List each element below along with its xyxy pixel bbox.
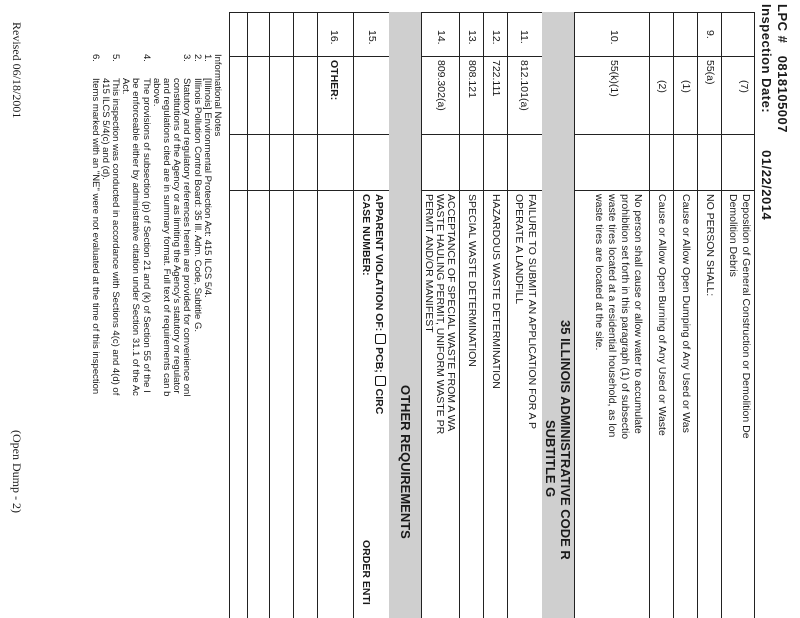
row-12-desc: HAZARDOUS WASTE DETERMINATION — [490, 194, 502, 389]
circ-checkbox[interactable] — [375, 376, 386, 386]
row-13-num: 13. — [466, 30, 478, 45]
informational-notes — [89, 54, 223, 397]
notes-title: Informational Notes — [212, 54, 223, 137]
note-3-line-3: and regulations cited are in summary format. Full text of requirements can b — [160, 78, 172, 397]
row-10-desc-line-2: prohibition set forth in this paragraph (1) of subsectio — [619, 194, 631, 440]
row-9-1-sub: (1) — [680, 80, 692, 93]
rule-blank-2 — [269, 12, 270, 618]
row-7-desc-line-2: Demolition Debris — [727, 194, 739, 277]
row-10-desc-line-3: waste tires located at a residential household, as lon — [606, 194, 618, 438]
note-3: 3.Statutory and regulatory references herein are provided for convenience onl — [181, 54, 193, 397]
row-15-num: 15. — [366, 30, 378, 45]
rule-row-9 — [697, 12, 698, 618]
note-3-line-2: constitutions of the Agency or as limiting the Agency's statutory or regulator — [171, 78, 183, 394]
row-11-desc-line-1: FAILURE TO SUBMIT AN APPLICATION FOR A P — [526, 194, 538, 429]
row-9-num: 9. — [704, 30, 716, 39]
lpc-number: 0818105007 — [775, 55, 790, 133]
table-divider-2 — [230, 134, 755, 135]
row-7-sub: (7) — [738, 80, 750, 93]
row-12-num: 12. — [490, 30, 502, 45]
note-6: 6.Items marked with an "NE" were not evaluated at the time of this inspection — [89, 54, 101, 395]
pcb-checkbox[interactable] — [375, 334, 386, 344]
rule-blank-3 — [247, 12, 248, 618]
rule-row-14 — [421, 12, 422, 618]
rule-row-10 — [574, 12, 575, 618]
rule-row-12 — [483, 12, 484, 618]
band-admin-code-line-2: SUBTITLE G — [543, 420, 558, 498]
note-3-line-4: above. — [150, 78, 162, 107]
row-7-desc-line-1: Deposition of General Construction or Demolition De — [740, 194, 752, 439]
row-14-section: 809.302(a) — [435, 60, 447, 111]
rule-bottom — [229, 12, 230, 618]
band-admin-code-line-1: 35 ILLINOIS ADMINISTRATIVE CODE R — [558, 320, 573, 560]
row-11-section: 812.101(a) — [518, 60, 530, 111]
rule-row-9-1 — [673, 12, 674, 618]
note-4: 4.The provisions of subsection (p) of Section 21 and (k) of Section 55 of the I — [140, 54, 152, 393]
order-entered-label: ORDER ENTI — [360, 540, 372, 605]
lpc-label: LPC # 0818105007 — [775, 4, 790, 133]
row-14-desc-line-1: ACCEPTANCE OF SPECIAL WASTE FROM A WA — [445, 194, 457, 432]
row-9-2-sub: (2) — [656, 80, 668, 93]
rule-blank-1 — [293, 12, 294, 618]
row-9-section: 55(a) — [704, 60, 716, 85]
revision-date: Revised 06/18/2001 — [10, 22, 24, 119]
rule-row-13 — [459, 12, 460, 618]
inspection-date: 01/22/2014 — [759, 150, 774, 221]
row-11-desc-line-2: OPERATE A LANDFILL — [513, 194, 525, 305]
row-10-num: 10. — [608, 30, 620, 45]
apparent-violation-label: APPARENT VIOLATION OF: PCB; CIRC — [373, 194, 385, 415]
rule-top — [754, 12, 755, 618]
table-divider-3 — [230, 190, 755, 191]
page-identifier: (Open Dump - 2) — [10, 430, 24, 513]
note-1: 1.[Illinois] Environmental Protection Act: 415 ILCS 5/4. — [201, 54, 213, 298]
row-13-section: 808.121 — [466, 60, 478, 98]
table-border-left — [230, 12, 755, 13]
row-10-section: 55(k)(1) — [608, 60, 620, 97]
row-13-desc: SPECIAL WASTE DETERMINATION — [466, 194, 478, 367]
case-number-label: CASE NUMBER: — [360, 194, 372, 276]
rule-row-9-2 — [649, 12, 650, 618]
row-16-other-label: OTHER: — [328, 60, 340, 101]
row-14-desc-line-3: PERMIT AND/OR MANIFEST — [423, 194, 435, 333]
row-12-section: 722.111 — [490, 60, 502, 97]
inspection-date-label: Inspection Date: 01/22/2014 — [759, 4, 774, 221]
row-14-desc-line-2: WASTE HAULING PERMIT, UNIFORM WASTE PR — [434, 194, 446, 435]
note-5-line-2: 415 ILCS 5/4(c) and (d). — [99, 78, 111, 180]
row-9-2-desc: Cause or Allow Open Burning of Any Used or Waste — [656, 194, 668, 436]
table-divider-1 — [230, 56, 755, 57]
note-5: 5.This inspection was conducted in accordance with Sections 4(c) and 4(d) of — [109, 54, 121, 396]
note-4-line-3: Act. — [120, 78, 132, 95]
rule-row-15 — [353, 12, 354, 618]
row-10-desc-line-1: No person shall cause or allow water to accumulate — [632, 194, 644, 434]
note-4-line-2: be enforceable either by administrative citation under Section 31.1 of the Ac — [130, 78, 142, 396]
row-11-num: 11. — [518, 30, 530, 44]
band-other-requirements: OTHER REQUIREMENTS — [398, 385, 413, 539]
row-10-desc-line-4: waste tires are located at the site. — [593, 194, 605, 351]
rule-row-8 — [721, 12, 722, 618]
rule-row-16 — [317, 12, 318, 618]
row-9-desc: NO PERSON SHALL: — [704, 194, 716, 297]
row-16-num: 16. — [328, 30, 340, 45]
note-2: 2.Illinois Pollution Control Board: 35 Ill. Adm. Code, Subtitle G. — [191, 54, 203, 332]
row-14-num: 14. — [435, 30, 447, 45]
rule-row-11 — [507, 12, 508, 618]
row-9-1-desc: Cause or Allow Open Dumping of Any Used or Was — [680, 194, 692, 433]
